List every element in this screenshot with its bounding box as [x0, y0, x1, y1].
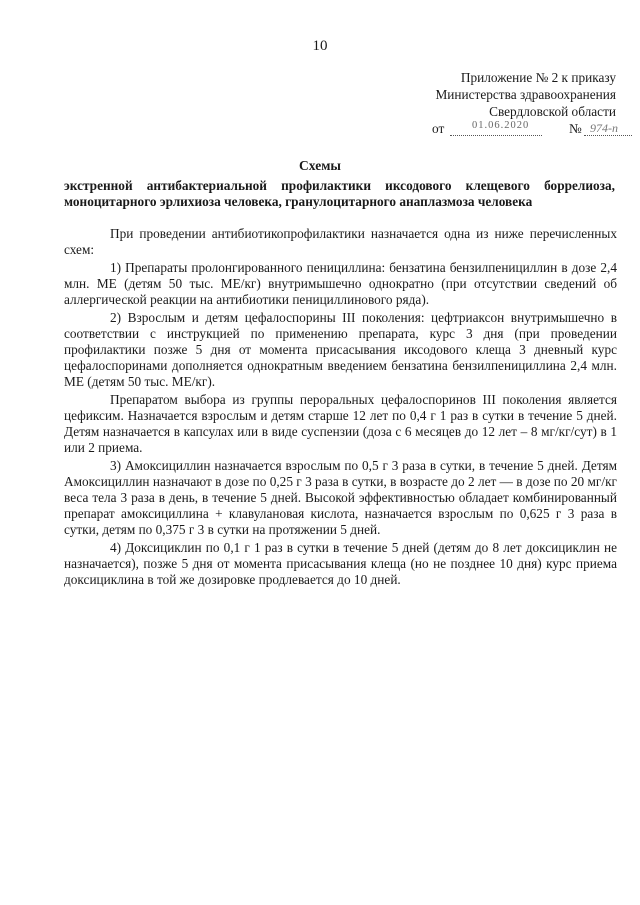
paragraph-scheme-1: 1) Препараты пролонгированного пенициллина: бензатина бензилпенициллин в дозе 2,4 млн. МЕ (детям 50 тыс. МЕ/кг) внутримышечно однократно (при отсутствии сведений об аллергической реакции на антибиотики пенициллинового ряда). [64, 260, 617, 307]
paragraph-cefixime: Препаратом выбора из группы пероральных цефалоспоринов III поколения является цефиксим. Назначается взрослым и детям старше 12 лет по 0,4 г 1 раз в сутки в течение 5 дней. Детям назначается в капсулах или в виде суспензии (доза с 6 месяцев до 12 лет – 8 мг/кг/сут) в 1 или 2 приема. [64, 392, 617, 455]
order-from-label: от [432, 121, 445, 136]
paragraph-scheme-2: 2) Взрослым и детям цефалоспорины III поколения: цефтриаксон внутримышечно в соответствии с инструкцией по применению препарата, курс 3 дня (при проведении профилактики позже 5 дня от момента присасывания иксодового клеща 3 дневный курс цефалоспоринами дополняется однократным введением бензатина бензилпенициллина 2,4 млн. МЕ (детям 50 тыс. МЕ/кг). [64, 310, 617, 389]
document-body [64, 226, 617, 590]
appendix-header [376, 69, 616, 120]
paragraph-scheme-4: 4) Доксициклин по 0,1 г 1 раз в сутки в течение 5 дней (детям до 8 лет доксициклин не назначается), позже 5 дня от момента присасывания клеща (но не позднее 10 дня) курс приема доксициклина в той же дозировке продлевается до 10 дней. [64, 540, 617, 587]
paragraph-intro: При проведении антибиотикопрофилактики назначается одна из ниже перечисленных схем: [64, 226, 617, 257]
order-reference [432, 121, 632, 139]
order-number: 974-п [590, 121, 618, 135]
order-date: 01.06.2020 [472, 120, 530, 131]
order-number-label: № [569, 121, 582, 136]
document-title: Схемы [299, 158, 341, 173]
document-subtitle: экстренной антибактериальной профилактики иксодового клещевого боррелиоза, моноцитарного эрлихиоза человека, гранулоцитарного анаплазмоза человека [64, 178, 615, 209]
appendix-line-3: Свердловской области [489, 104, 616, 119]
page-number: 10 [312, 38, 328, 54]
appendix-line-1: Приложение № 2 к приказу [460, 70, 616, 85]
appendix-line-2: Министерства здравоохранения [435, 87, 616, 102]
paragraph-scheme-3: 3) Амоксициллин назначается взрослым по 0,5 г 3 раза в сутки, в течение 5 дней. Детям Амоксициллин назначают в дозе по 0,25 г 3 раза в сутки, в возрасте до 2 лет — в дозе по 20 мг/кг веса тела 3 раза в день, в течение 5 дней. Высокой эффективностью обладает комбинированный препарат амоксициллина + клавулановая кислота, назначается взрослым по 0,625 г 3 раза в сутки, детям по 0,375 г 3 в сутки на протяжении 5 дней. [64, 458, 617, 537]
